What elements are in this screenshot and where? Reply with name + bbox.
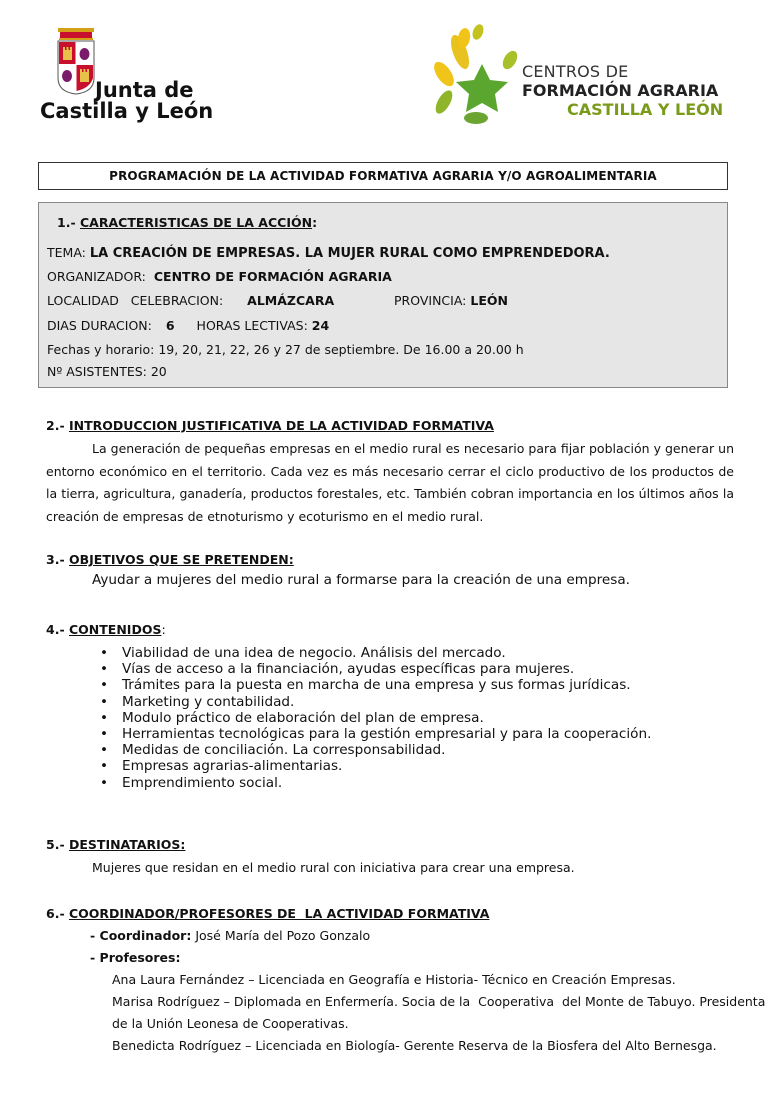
- profesores-label: - Profesores:: [90, 950, 181, 965]
- coat-of-arms-icon: [54, 28, 98, 96]
- tema-value: LA CREACIÓN DE EMPRESAS. LA MUJER RURAL COMO EMPRENDEDORA.: [89, 246, 610, 261]
- section3-number: 3.-: [46, 552, 65, 567]
- tema-row: [47, 245, 610, 261]
- profesor-line: de la Unión Leonesa de Cooperativas.: [112, 1016, 349, 1031]
- section2-heading: [46, 418, 494, 433]
- tema-label: TEMA:: [47, 245, 86, 260]
- organizador-row: [47, 269, 392, 284]
- profesor-line: Ana Laura Fernández – Licenciada en Geografía e Historia- Técnico en Creación Empresas.: [112, 972, 676, 987]
- organizador-label: ORGANIZADOR:: [47, 269, 146, 284]
- section1-heading: [57, 215, 317, 230]
- list-item: • Vías de acceso a la financiación, ayudas específicas para mujeres.: [100, 661, 651, 677]
- coordinador-row: [90, 928, 370, 943]
- section1-title: CARACTERISTICAS DE LA ACCIÓN: [80, 215, 313, 230]
- list-item: • Trámites para la puesta en marcha de una empresa y sus formas jurídicas.: [100, 677, 651, 693]
- list-item: • Modulo práctico de elaboración del plan de empresa.: [100, 710, 651, 726]
- section5-body: Mujeres que residan en el medio rural con iniciativa para crear una empresa.: [92, 860, 575, 875]
- provincia-label: PROVINCIA:: [394, 293, 467, 308]
- provincia-row: [394, 293, 508, 308]
- section4-heading: [46, 622, 166, 637]
- duracion-row: [47, 318, 329, 333]
- provincia-value: LEÓN: [470, 293, 508, 308]
- horas-value: 24: [311, 318, 330, 333]
- asistentes-row: Nº ASISTENTES: 20: [47, 364, 167, 379]
- junta-castilla-leon-logo: [40, 28, 214, 123]
- logo-right-line1: CENTROS DE: [522, 62, 629, 81]
- section2-number: 2.-: [46, 418, 65, 433]
- wheat-star-icon: [430, 24, 520, 128]
- section4-title: CONTENIDOS: [69, 622, 162, 637]
- logo-right-line2: FORMACIÓN AGRARIA: [522, 81, 719, 100]
- section1-number: 1.-: [57, 215, 76, 230]
- contents-list: [100, 645, 651, 791]
- section5-heading: [46, 837, 185, 852]
- localidad-value: ALMÁZCARA: [247, 293, 335, 308]
- section5-title: DESTINATARIOS:: [69, 837, 186, 852]
- dias-value: 6: [165, 318, 175, 333]
- document-title: PROGRAMACIÓN DE LA ACTIVIDAD FORMATIVA AGRARIA Y/O AGROALIMENTARIA: [38, 162, 728, 190]
- section4-number: 4.-: [46, 622, 65, 637]
- list-item: • Medidas de conciliación. La corresponsabilidad.: [100, 742, 651, 758]
- section3-body: Ayudar a mujeres del medio rural a formarse para la creación de una empresa.: [92, 572, 631, 588]
- section5-number: 5.-: [46, 837, 65, 852]
- list-item: • Marketing y contabilidad.: [100, 694, 651, 710]
- profesor-line: Benedicta Rodríguez – Licenciada en Biología- Gerente Reserva de la Biosfera del Alto Bernesga.: [112, 1038, 717, 1053]
- dias-label: DIAS DURACION:: [47, 318, 152, 333]
- centros-formacion-agraria-logo: [430, 24, 730, 128]
- section1-colon: :: [312, 215, 318, 230]
- horas-label: HORAS LECTIVAS:: [196, 318, 308, 333]
- logo-right-line3: CASTILLA Y LEÓN: [567, 100, 724, 119]
- list-item: • Viabilidad de una idea de negocio. Análisis del mercado.: [100, 645, 651, 661]
- section6-title: COORDINADOR/PROFESORES DE LA ACTIVIDAD FORMATIVA: [69, 906, 490, 921]
- section4-colon: :: [161, 622, 166, 637]
- coordinador-label: - Coordinador:: [90, 928, 192, 943]
- organizador-value: CENTRO DE FORMACIÓN AGRARIA: [153, 269, 392, 284]
- section3-title: OBJETIVOS QUE SE PRETENDEN:: [69, 552, 294, 567]
- section2-title: INTRODUCCION JUSTIFICATIVA DE LA ACTIVIDAD FORMATIVA: [69, 418, 494, 433]
- logo-right-text: [522, 62, 723, 119]
- localidad-row: [47, 293, 334, 308]
- section6-heading: [46, 906, 489, 921]
- section-characteristics: [38, 202, 728, 388]
- logo-left-line1: Junta de: [95, 78, 194, 102]
- logo-left-line2: Castilla y León: [40, 99, 214, 123]
- list-item: • Empresas agrarias-alimentarias.: [100, 758, 651, 774]
- profesor-line: Marisa Rodríguez – Diplomada en Enfermería. Socia de la Cooperativa del Monte de Tabuyo. Presidenta: [112, 994, 766, 1009]
- list-item: • Herramientas tecnológicas para la gestión empresarial y para la cooperación.: [100, 726, 651, 742]
- section3-heading: [46, 552, 294, 567]
- section6-number: 6.-: [46, 906, 65, 921]
- fechas-row: Fechas y horario: 19, 20, 21, 22, 26 y 27 de septiembre. De 16.00 a 20.00 h: [47, 342, 524, 357]
- coordinador-value: José María del Pozo Gonzalo: [195, 928, 371, 943]
- list-item: • Emprendimiento social.: [100, 775, 651, 791]
- section2-body: La generación de pequeñas empresas en el medio rural es necesario para fijar población y generar un entorno económico en el territorio. Cada vez es más necesario cerrar el ciclo productivo de los productos de la tierra, agricultura, ganadería, productos forestales, etc. También cobran importancia en los últimos años la creación de empresas de etnoturismo y ecoturismo en el medio rural.: [46, 441, 734, 524]
- localidad-label: LOCALIDAD CELEBRACION:: [47, 293, 224, 308]
